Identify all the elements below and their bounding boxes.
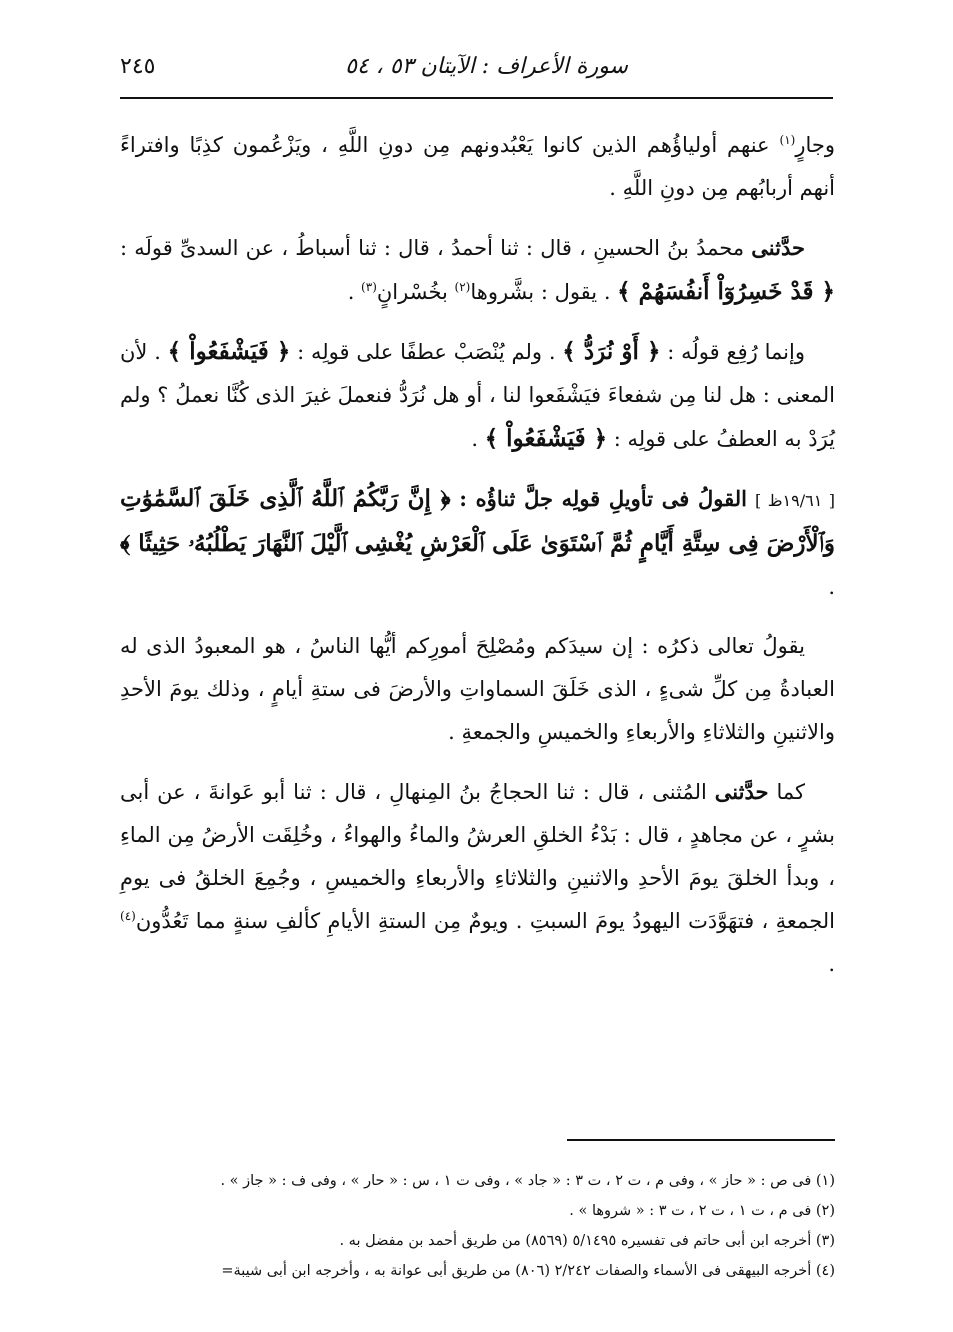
text: محمدُ بنُ الحسينِ ، قال : ثنا أحمدُ ، قال : ثنا أسباطُ ، عن السدىِّ قولَه :	[120, 236, 752, 260]
paragraph-1	[120, 124, 835, 210]
manuscript-ref: [ ١٩/٦١ظ ]	[755, 491, 835, 510]
text: بخُسْرانٍ	[376, 280, 455, 304]
text: .	[347, 280, 362, 304]
footnote-3: (٣) أخرجه ابن أبى حاتم فى تفسيره ٥/١٤٩٥ (٨٥٦٩) من طريق أحمد بن مفضل به .	[339, 1233, 835, 1249]
footnote-4: (٤) أخرجه البيهقى فى الأسماء والصفات ٢/٢٤٢ (٨٠٦) من طريق أبى عوانة به ، وأخرجه ابن أبى شيبة=	[221, 1263, 835, 1279]
text: وجارٍ	[795, 133, 835, 157]
section-heading	[120, 477, 835, 609]
footnote-2: (٢) فى م ، ت ١ ، ت ٢ ، ت ٣ : « شروها » .	[569, 1203, 835, 1219]
header-rule	[120, 97, 833, 99]
main-text	[120, 124, 835, 1002]
heading-lead: القولُ فى تأويلِ قولِه جلَّ ثناؤُه :	[450, 486, 747, 511]
paragraph-2	[120, 226, 835, 314]
footnote-ref-1[interactable]: (١)	[779, 133, 796, 147]
footnote-ref-4[interactable]: (٤)	[120, 909, 136, 923]
footnote-ref-2[interactable]: (٢)	[454, 280, 471, 294]
quran-verse: ﴿ إِنَّ رَبَّكُمُ ٱللَّهُ ٱلَّذِى خَلَقَ ٱلسَّمَٰوَٰتِ وَٱلْأَرْضَ فِى سِتَّةِ أَيَّامٍ ثُمَّ ٱسْتَوَىٰ عَلَى ٱلْعَرْشِ يُغْشِى ٱلَّيْلَ ٱلنَّهَارَ يَطْلُبُهُۥ حَثِيثًا ﴾	[120, 485, 835, 557]
footnote-ref-3[interactable]: (٣)	[361, 280, 377, 294]
paragraph-5	[120, 770, 835, 986]
text: كما	[768, 780, 805, 804]
footnote-1: (١) فى ص : « حاز » ، وفى م ، ت ٢ ، ت ٣ : « جاد » ، وفى ت ١ ، س : « حار » ، وفى ف : « جاز » .	[220, 1173, 835, 1189]
page-number: ٢٤٥	[120, 54, 156, 79]
text: . لأن المعنى : هل لنا مِن شفعاءَ فيَشْفَعوا لنا ، أو هل نُرَدُّ فنعملَ غيرَ الذى كُنَّا نعملُ ؟ ولم يُرَدْ به العطفُ على قولِه :	[120, 340, 835, 451]
narration-lead: حدَّثنى	[751, 235, 805, 260]
footnote-rule	[567, 1139, 835, 1141]
surah-title: سورة الأعراف : الآيتان ٥٣ ، ٥٤	[345, 54, 628, 79]
text: . ولم يُنْصَبْ عطفًا على قولِه :	[290, 340, 563, 364]
text: .	[828, 575, 835, 599]
text: المُثنى ، قال : ثنا الحجاجُ بنُ المِنهالِ ، قال : ثنا أبو عَوانةَ ، عن أبى بشرٍ ، عن مجاهدٍ ، قال : بَدْءُ الخلقِ العرشُ والماءُ والهواءُ ، وخُلِقَت الأرضُ مِن الماءِ ، وبدأ الخلقَ يومَ الأحدِ والاثنينِ والثلاثاءِ والأربعاءِ والخميسِ ، وجُمِعَ الخلقُ فى يومِ الجمعةِ ، فتهَوَّدَت اليهودُ يومَ السبتِ . ويومٌ مِن الستةِ الأيامِ كألفِ سنةٍ مما تَعُدُّون	[120, 780, 835, 933]
quran-quote: ﴿ قَدْ خَسِرُوٓاْ أَنفُسَهُمْ ﴾	[617, 278, 835, 305]
text: . يقول : بشَّروها	[470, 280, 618, 304]
quran-quote: ﴿ فَيَشْفَعُواْ ﴾	[484, 425, 608, 452]
quran-quote: ﴿ أَوْ نُرَدُّ ﴾	[562, 338, 661, 365]
footnotes	[120, 1166, 835, 1286]
text: .	[828, 952, 835, 976]
text: .	[471, 427, 485, 451]
narration-lead: حدَّثنى	[714, 779, 769, 804]
quran-quote: ﴿ فَيَشْفَعُواْ ﴾	[167, 338, 291, 365]
text: وإنما رُفِع قولُه :	[660, 340, 805, 364]
paragraph-3	[120, 330, 835, 461]
text: عنهم أولياؤُهم الذين كانوا يَعْبُدونهم مِن دونِ اللَّهِ ، ويَزْعُمون كذِبًا وافتراءً أنهم أربابُهم مِن دونِ اللَّهِ .	[120, 133, 835, 200]
running-header	[120, 48, 833, 88]
paragraph-4: يقولُ تعالى ذكرُه : إن سيدَكم ومُصْلِحَ أمورِكم أيُّها الناسُ ، هو المعبودُ الذى له العبادةُ مِن كلِّ شىءٍ ، الذى خَلَقَ السماواتِ والأرضَ فى ستةِ أيامٍ ، وذلك يومَ الأحدِ والاثنينِ والثلاثاءِ والأربعاءِ والخميسِ والجمعةِ .	[120, 634, 835, 744]
